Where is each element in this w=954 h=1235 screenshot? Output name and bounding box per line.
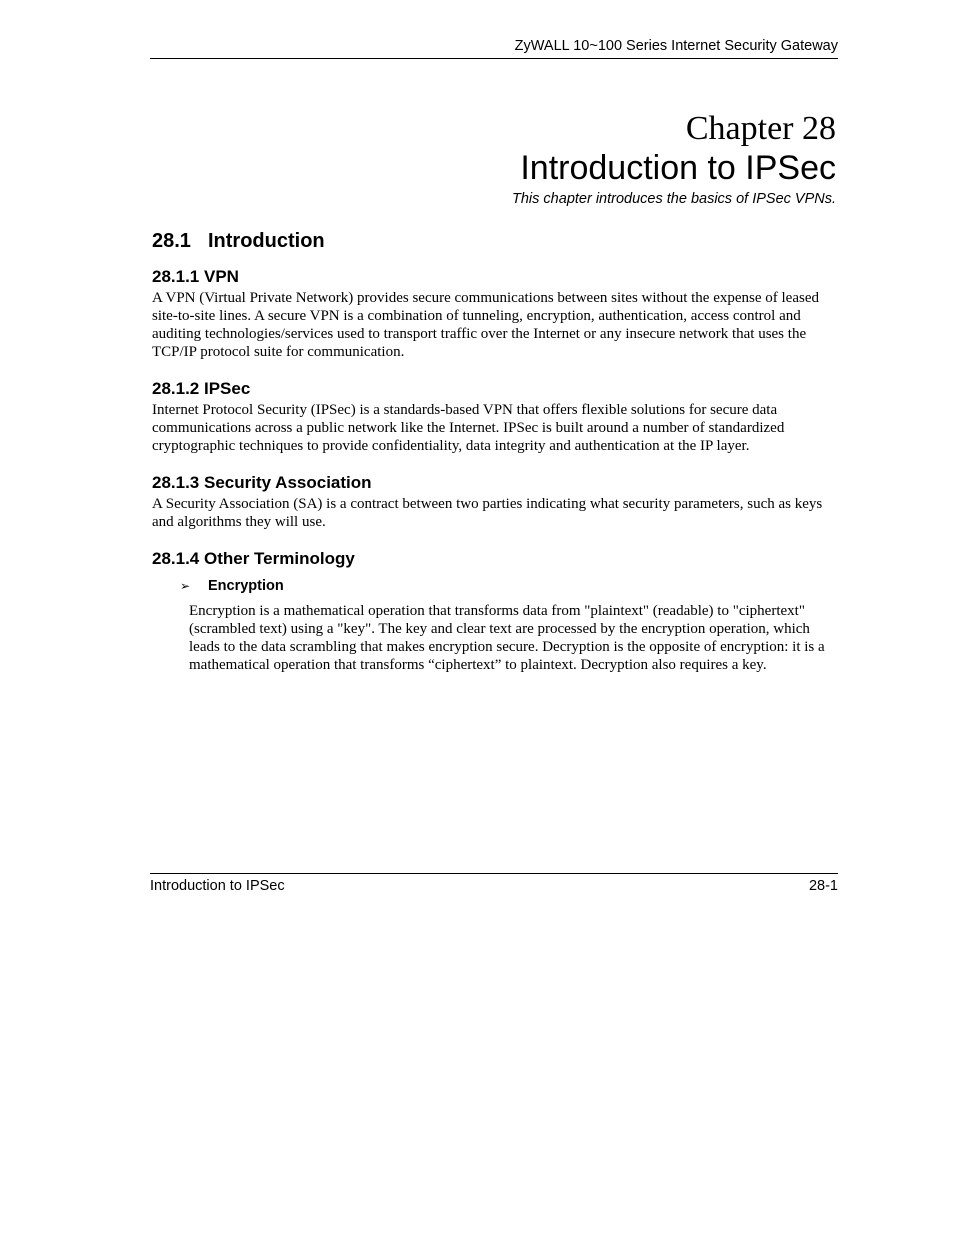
- subsection-paragraph: A VPN (Virtual Private Network) provides secure communications between sites without the expense of leased site-to-site lines. A secure VPN is a combination of tunneling, encryption, authentication, access control and auditing technologies/services used to transport traffic over the Internet or any insecure network that uses the TCP/IP protocol suite for communication.: [152, 290, 819, 360]
- bullet-item-encryption: [180, 576, 838, 596]
- subsection-paragraph: A Security Association (SA) is a contract between two parties indicating what security parameters, such as keys and algorithms they will use.: [152, 496, 823, 530]
- section-heading: [152, 228, 838, 254]
- subsection-ipsec: [152, 378, 838, 455]
- section-title: Introduction: [208, 230, 325, 252]
- chapter-number: Chapter 28: [685, 110, 836, 147]
- bullet-paragraph: Encryption is a mathematical operation that transforms data from "plaintext" (readable) to "ciphertext" (scrambled text) using a "key". The key and clear text are processed by the encryption operation, which leads to the data scrambling that makes encryption secure. Decryption is the opposite of encryption: it is a mathematical operation that transforms “ciphertext” to plaintext. Decryption also requires a key.: [189, 603, 825, 673]
- chapter-heading-block: [150, 110, 836, 208]
- bullet-label: Encryption: [208, 578, 284, 594]
- chapter-title: Introduction to IPSec: [520, 149, 836, 187]
- subsection-vpn: [152, 266, 838, 361]
- subsection-security-association: [152, 472, 838, 531]
- section-number: 28.1: [152, 230, 191, 252]
- subsection-heading: 28.1.3 Security Association: [152, 473, 372, 492]
- arrow-bullet-icon: ➢: [180, 579, 191, 593]
- subsection-heading: 28.1.4 Other Terminology: [152, 549, 355, 568]
- subsection-heading: 28.1.1 VPN: [152, 267, 239, 286]
- page-content: [152, 228, 838, 691]
- subsection-paragraph: Internet Protocol Security (IPSec) is a standards-based VPN that offers flexible solutions for secure data communications across a public network like the Internet. IPSec is built around a number of standardized cryptographic techniques to provide confidentiality, data integrity and authentication at the IP layer.: [152, 402, 785, 454]
- chapter-summary: This chapter introduces the basics of IPSec VPNs.: [512, 191, 836, 207]
- footer-page-number: 28-1: [808, 878, 838, 894]
- footer-chapter-title: Introduction to IPSec: [150, 878, 285, 894]
- subsection-heading: 28.1.2 IPSec: [152, 379, 251, 398]
- page-footer: [150, 873, 838, 896]
- page-header: [150, 36, 838, 59]
- header-product-title: ZyWALL 10~100 Series Internet Security Gateway: [514, 38, 838, 54]
- subsection-other-terminology: [152, 548, 838, 674]
